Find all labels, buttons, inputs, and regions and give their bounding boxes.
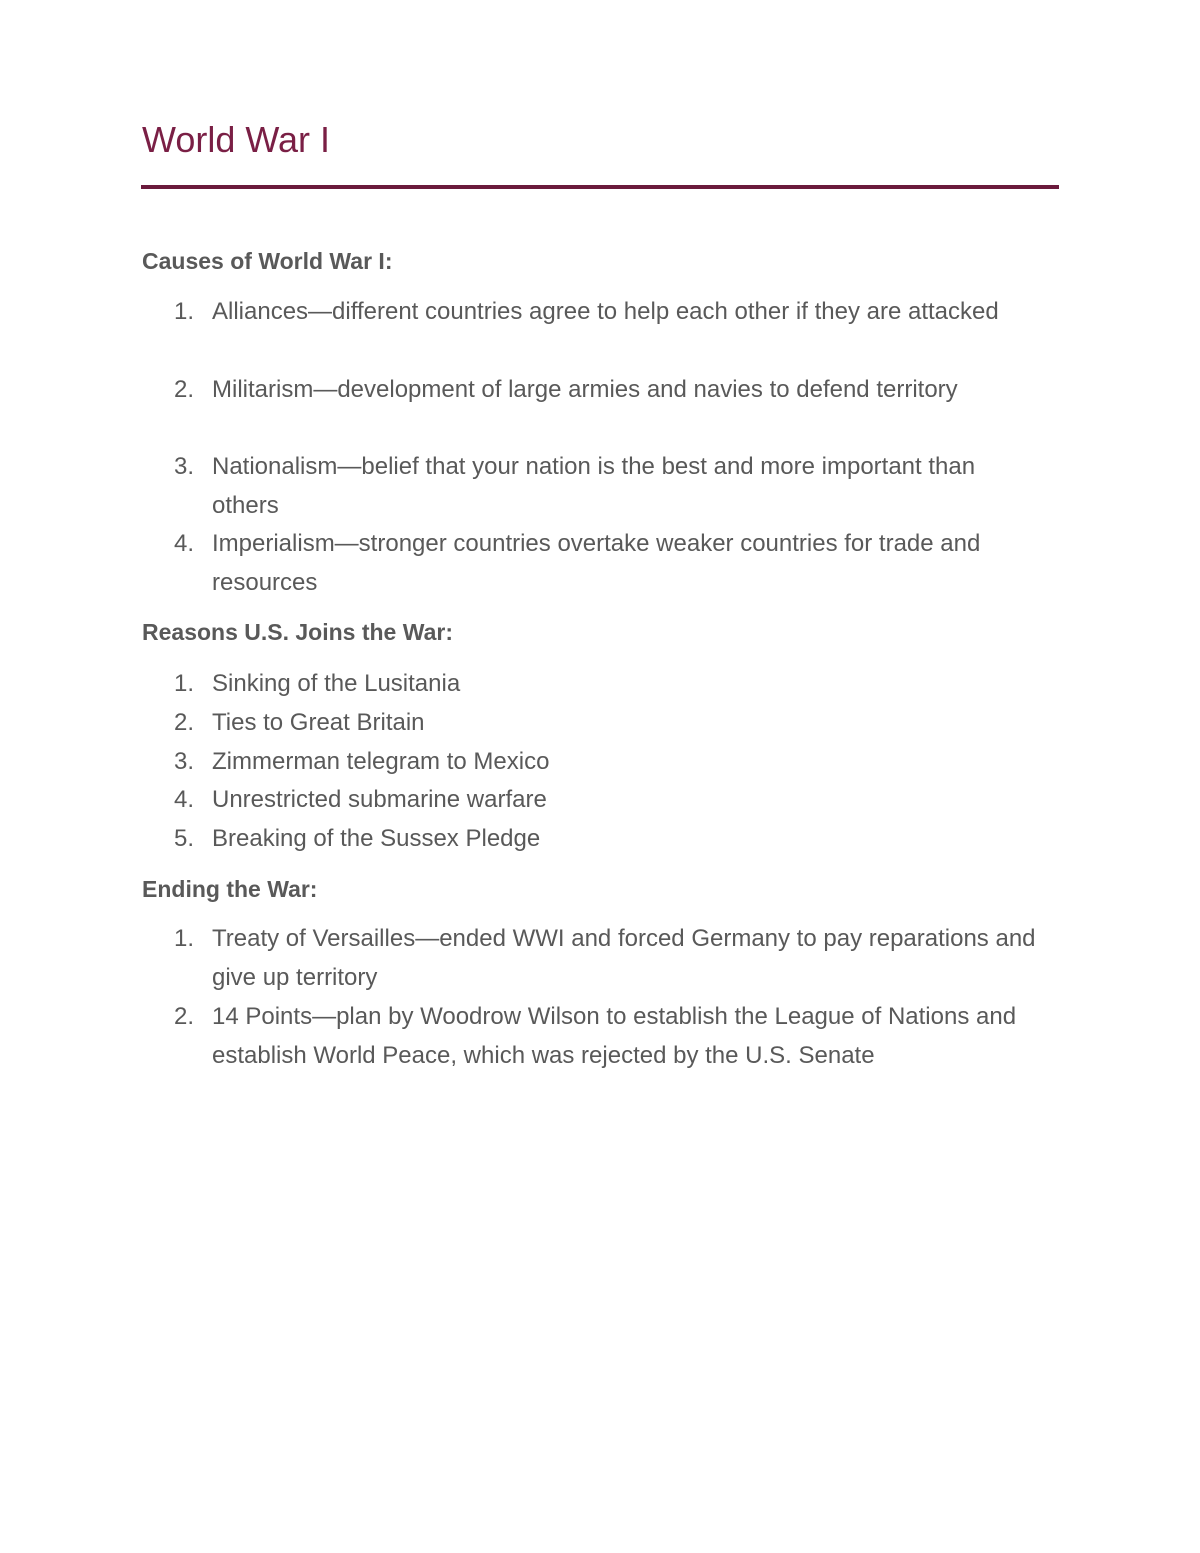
list-item-number: 2. <box>174 709 195 736</box>
section-heading-causes: Causes of World War I: <box>142 248 393 274</box>
list-item: Nationalism—belief that your nation is the best and more important than others <box>212 453 976 519</box>
list-item-number: 3. <box>174 453 195 480</box>
list-item: Treaty of Versailles—ended WWI and forced Germany to pay reparations and give up territory <box>212 925 1036 991</box>
list-item: Militarism—development of large armies and navies to defend territory <box>212 376 958 403</box>
list-item: 14 Points—plan by Woodrow Wilson to establish the League of Nations and establish World Peace, which was rejected by the U.S. Senate <box>212 1003 1017 1069</box>
list-item: Sinking of the Lusitania <box>212 670 461 697</box>
list-item-number: 3. <box>174 748 195 775</box>
list-item: Alliances—different countries agree to help each other if they are attacked <box>212 298 999 325</box>
list-item-number: 1. <box>174 925 195 952</box>
document-title: World War I <box>142 119 331 160</box>
list-item: Zimmerman telegram to Mexico <box>212 748 550 775</box>
list-item-number: 2. <box>174 376 195 403</box>
list-item: Unrestricted submarine warfare <box>212 786 547 813</box>
list-item-number: 2. <box>174 1003 195 1030</box>
section-heading-ending: Ending the War: <box>142 876 318 902</box>
list-item-number: 5. <box>174 825 195 852</box>
title-underline <box>141 185 1059 189</box>
list-item-number: 4. <box>174 530 195 557</box>
list-item-number: 4. <box>174 786 195 813</box>
section-heading-reasons: Reasons U.S. Joins the War: <box>142 619 453 645</box>
list-item: Ties to Great Britain <box>212 709 425 736</box>
list-item: Imperialism—stronger countries overtake weaker countries for trade and resources <box>212 530 981 596</box>
list-item-number: 1. <box>174 298 195 325</box>
list-item-number: 1. <box>174 670 195 697</box>
list-item: Breaking of the Sussex Pledge <box>212 825 541 852</box>
